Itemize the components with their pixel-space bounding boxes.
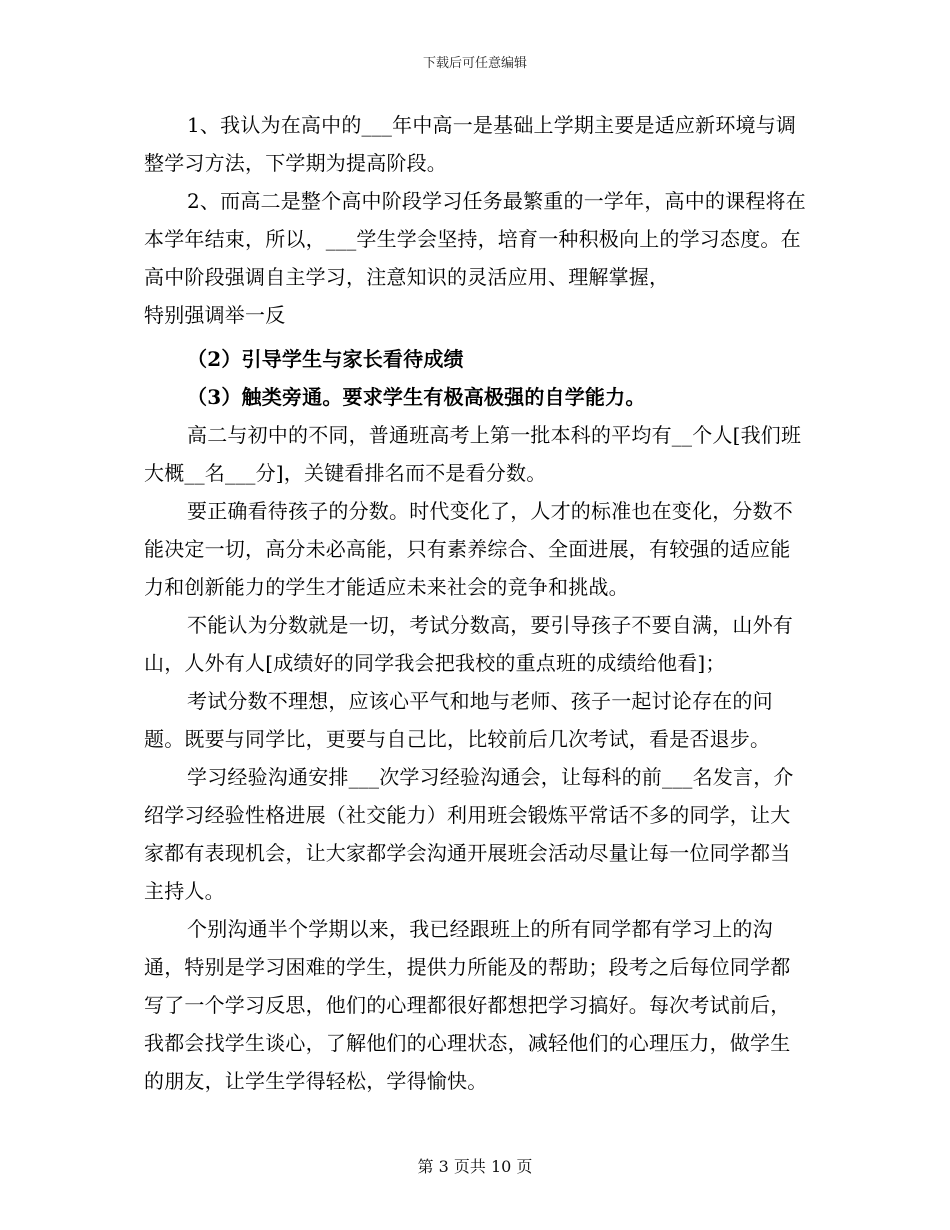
paragraph-ranking: 高二与初中的不同，普通班高考上第一批本科的平均有__个人[我们班大概__名___分]，关键看排名而不是看分数。: [144, 423, 802, 485]
paragraph-2: 2、而高二是整个高中阶段学习任务最繁重的一学年，高中的课程将在本学年结束，所以，___学生学会坚持，培育一种积极向上的学习态度。在高中阶段强调自主学习，注意知识的灵活应用、理解掌握，: [144, 189, 806, 289]
page-header: 下载后可任意编辑: [422, 56, 527, 71]
section-heading-3: （3）触类旁通。要求学生有极高极强的自学能力。: [187, 385, 646, 409]
paragraph-unsatisfactory: 考试分数不理想，应该心平气和地与老师、孩子一起讨论存在的问题。既要与同学比，更要与自己比，比较前后几次考试，看是否退步。: [144, 689, 773, 751]
paragraph-not-everything: 不能认为分数就是一切，考试分数高，要引导孩子不要自满，山外有山，人外有人[成绩好的同学我会把我校的重点班的成绩给他看]；: [144, 613, 793, 675]
page-footer: 第 3 页共 10 页: [417, 1157, 533, 1176]
paragraph-1: 1、我认为在高中的___年中高一是基础上学期主要是适应新环境与调整学习方法，下学期为提高阶段。: [144, 113, 797, 175]
section-heading-2: （2）引导学生与家长看待成绩: [187, 347, 464, 371]
paragraph-2-continuation: 特别强调举一反: [144, 303, 286, 327]
paragraph-experience-exchange: 学习经验沟通安排___次学习经验沟通会，让每科的前___名发言，介绍学习经验性格进展（社交能力）利用班会锻炼平常话不多的同学，让大家都有表现机会，让大家都学会沟通开展班会活动尽量让每一位同学都当主持人。: [144, 765, 794, 903]
paragraph-scores: 要正确看待孩子的分数。时代变化了，人才的标准也在变化，分数不能决定一切，高分未必高能，只有素养综合、全面进展，有较强的适应能力和创新能力的学生才能适应未来社会的竞争和挑战。: [144, 499, 793, 599]
document-body: [144, 106, 806, 1100]
paragraph-individual-communication: 个别沟通半个学期以来，我已经跟班上的所有同学都有学习上的沟通，特别是学习困难的学生，提供力所能及的帮助；段考之后每位同学都写了一个学习反思，他们的心理都很好都想把学习搞好。每次考试前后，我都会找学生谈心，了解他们的心理状态，减轻他们的心理压力，做学生的朋友，让学生学得轻松，学得愉快。: [144, 917, 791, 1093]
